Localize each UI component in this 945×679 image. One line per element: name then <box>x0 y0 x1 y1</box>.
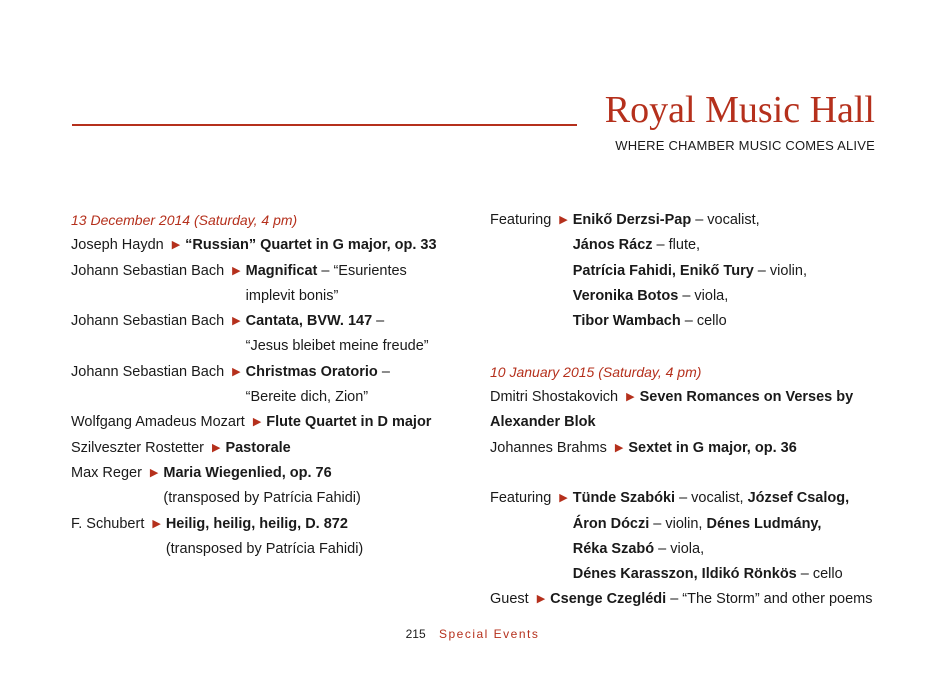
tagline: WHERE CHAMBER MUSIC COMES ALIVE <box>615 138 875 153</box>
performer: Dénes Karasszon, Ildikó Rönkös <box>572 566 797 583</box>
composer: Johannes Brahms <box>490 439 607 456</box>
program-item <box>71 360 451 411</box>
program-item <box>71 410 451 435</box>
performer: Dénes Ludmány, <box>706 515 822 532</box>
composer: Joseph Haydn <box>71 237 164 254</box>
featuring-label: Featuring <box>490 212 552 228</box>
program-item <box>71 309 451 360</box>
arrow-icon: ▶ <box>536 593 546 606</box>
program-item <box>71 259 451 310</box>
work-detail: – <box>377 363 390 380</box>
performer-role: – flute, <box>652 237 701 254</box>
work-title: Maria Wiegenlied, op. 76 <box>163 464 332 481</box>
performer: Áron Dóczi <box>572 515 650 532</box>
program-item <box>71 233 451 258</box>
work-detail: “Bereite dich, Zion” <box>245 389 369 406</box>
concert-date: 13 December 2014 (Saturday, 4 pm) <box>71 212 298 228</box>
work-detail: – <box>372 313 385 330</box>
arrow-icon: ▶ <box>559 214 568 226</box>
arrow-icon: ▶ <box>559 492 568 505</box>
performer-role: – violin, <box>753 262 807 279</box>
program-item <box>71 512 451 563</box>
arrow-icon: ▶ <box>626 391 635 404</box>
concert-date: 10 January 2015 (Saturday, 4 pm) <box>490 363 702 380</box>
guest-detail: – “The Storm” and other poems <box>666 591 873 608</box>
work-title: Flute Quartet in D major <box>266 414 432 431</box>
performer-role: – cello <box>796 566 843 583</box>
performer-role: – vocalist, <box>691 212 760 228</box>
arrow-icon: ▶ <box>152 517 161 530</box>
separator: , <box>671 262 680 279</box>
work-title-continued: Alexander Blok <box>490 414 596 431</box>
performer: János Rácz <box>572 237 653 254</box>
performer: József Csalog, <box>747 490 850 507</box>
arrow-icon: ▶ <box>232 264 241 277</box>
performer: Veronika Botos <box>572 287 679 304</box>
composer: Johann Sebastian Bach <box>71 363 225 380</box>
header-rule <box>72 124 577 126</box>
composer: Johann Sebastian Bach <box>71 313 225 330</box>
performer: Réka Szabó <box>572 540 655 557</box>
program-item <box>490 436 880 461</box>
section-name: Special Events <box>438 627 540 641</box>
arrow-icon: ▶ <box>614 441 624 454</box>
performer: Csenge Czeglédi <box>550 591 667 608</box>
composer: Dmitri Shostakovich <box>490 389 619 406</box>
performer-role: – violin, <box>649 515 707 532</box>
composer: Szilveszter Rostetter <box>71 439 204 456</box>
work-title: Christmas Oratorio <box>245 363 378 380</box>
left-column <box>71 208 451 562</box>
work-detail: (transposed by Patrícia Fahidi) <box>165 540 364 557</box>
arrow-icon: ▶ <box>252 416 262 429</box>
performer: Enikő Derzsi-Pap <box>572 212 692 228</box>
page-number: 215 <box>405 627 426 641</box>
work-title: Sextet in G major, op. 36 <box>628 439 797 456</box>
work-title: Magnificat <box>245 262 318 279</box>
right-column <box>490 208 880 613</box>
composer: Johann Sebastian Bach <box>71 262 225 279</box>
performer: Tibor Wambach <box>572 313 681 330</box>
composer: Wolfgang Amadeus Mozart <box>71 414 245 431</box>
work-title: Cantata, BVW. 147 <box>245 313 373 330</box>
work-detail: – “Esurientes <box>317 262 407 279</box>
featuring-block <box>490 208 880 334</box>
arrow-icon: ▶ <box>171 239 181 252</box>
performer-role: – cello <box>680 313 727 330</box>
work-detail: implevit bonis” <box>245 287 339 304</box>
work-detail: “Jesus bleibet meine freude” <box>245 338 429 355</box>
program-item <box>71 461 451 512</box>
work-title: “Russian” Quartet in G major, op. 33 <box>185 237 437 254</box>
featuring-label: Featuring <box>490 490 552 507</box>
composer: F. Schubert <box>71 515 145 532</box>
arrow-icon: ▶ <box>149 466 159 479</box>
performer: Enikő Tury <box>679 262 754 279</box>
arrow-icon: ▶ <box>232 365 241 378</box>
performer: Tünde Szabóki <box>572 490 676 507</box>
work-title: Pastorale <box>225 439 291 456</box>
page-footer <box>0 627 945 641</box>
arrow-icon: ▶ <box>211 441 221 454</box>
arrow-icon: ▶ <box>232 315 241 328</box>
performer: Patrícia Fahidi <box>572 262 672 279</box>
work-title: Seven Romances on Verses by <box>639 389 854 406</box>
guest-line <box>490 587 880 612</box>
program-item <box>71 436 451 461</box>
page-title: Royal Music Hall <box>604 89 875 131</box>
guest-label: Guest <box>490 591 529 608</box>
featuring-block <box>490 486 880 587</box>
composer: Max Reger <box>71 464 142 481</box>
work-title: Heilig, heilig, heilig, D. 872 <box>165 515 348 532</box>
performer-role: – viola, <box>678 287 729 304</box>
performer-role: – viola, <box>654 540 705 557</box>
work-detail: (transposed by Patrícia Fahidi) <box>163 490 361 507</box>
program-item <box>490 385 880 436</box>
performer-role: – vocalist, <box>675 490 748 507</box>
